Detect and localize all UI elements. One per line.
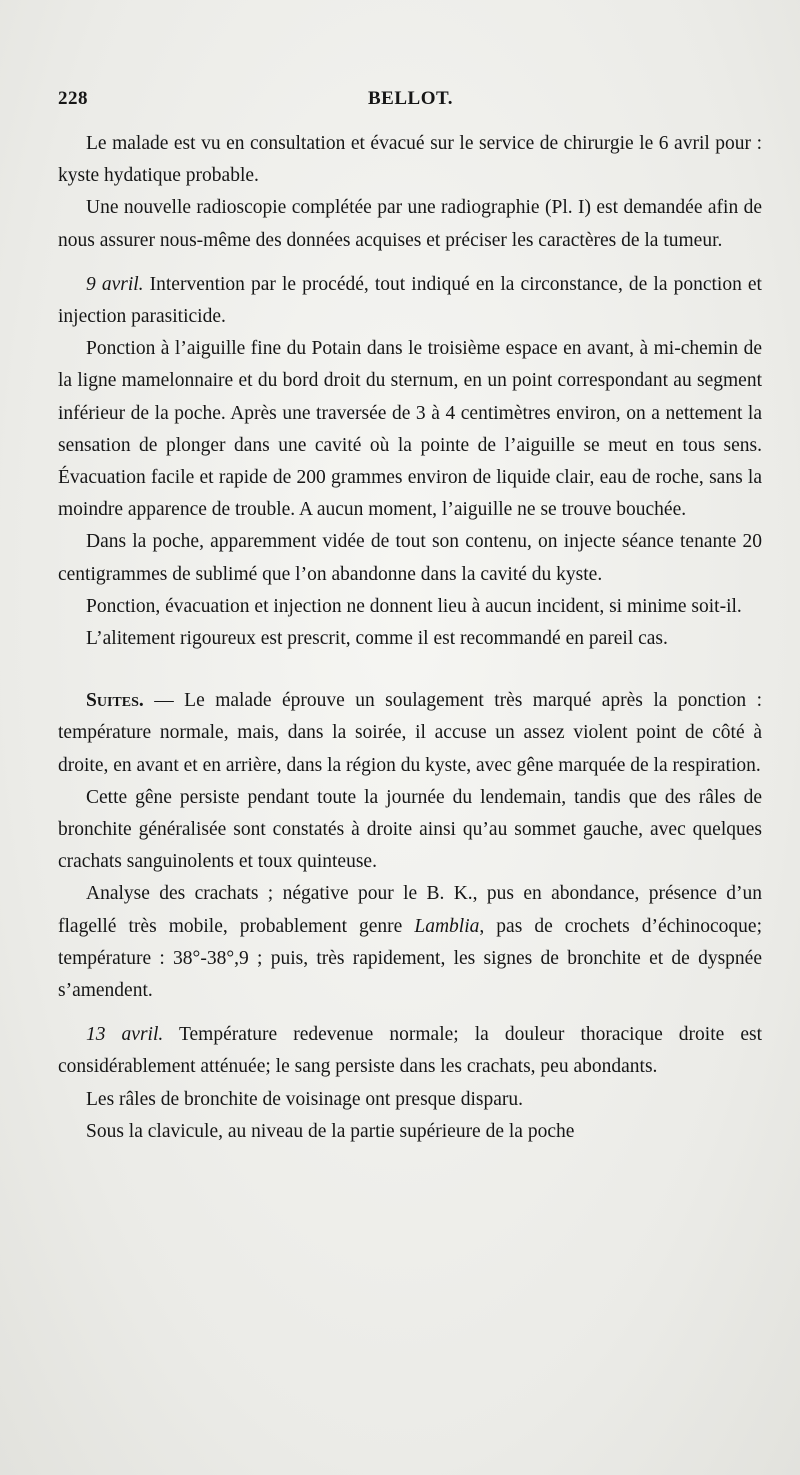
paragraph: Cette gêne persiste pendant toute la journée du lendemain, tandis que des râles de bronchite généralisée sont constatés à droite ainsi qu’au sommet gauche, avec quelques crachats sanguinolents et toux quinteuse. — [58, 786, 762, 873]
paragraph: Ponction à l’aiguille fine du Potain dans le troisième espace en avant, à mi-chemin de la ligne mamelonnaire et du bord droit du sternum, en un point correspondant au segment inférieur de la poche. Après une traversée de 3 à 4 centimètres environ, on a nettement la sensation de plonger dans une cavité où la pointe de l’aiguille se meut en tous sens. Évacuation facile et rapide de 200 grammes environ de liquide clair, eau de roche, sans la moindre apparence de trouble. A aucun moment, l’aiguille ne se trouve bouchée. — [58, 338, 762, 521]
section-lead: Suites. — [86, 690, 144, 712]
paragraph: Analyse des crachats ; négative pour le B. K., pus en abondance, présence d’un flagellé très mobile, probablement genre Lamblia, pas de crochets d’échinocoque; température : 38°-38°,9 ; puis, très rapidement, les signes de bronchite et de dyspnée s’amendent. — [58, 883, 762, 1002]
paragraph: Les râles de bronchite de voisinage ont presque disparu. — [86, 1088, 523, 1110]
running-header — [58, 88, 760, 118]
italic-genus: Lamblia — [414, 915, 480, 937]
page-number: 228 — [58, 88, 88, 109]
paragraph: Ponction, évacuation et injection ne donnent lieu à aucun incident, si minime soit-il. — [86, 595, 742, 617]
running-title: BELLOT. — [368, 88, 453, 109]
paragraph: 13 avril. Température redevenue normale; la douleur thoracique droite est considérablement atténuée; le sang persiste dans les crachats, peu abondants. — [58, 1024, 762, 1078]
date-lead: 9 avril. — [86, 273, 144, 295]
body-text — [58, 128, 762, 1148]
paragraph: Sous la clavicule, au niveau de la partie supérieure de la poche — [86, 1120, 575, 1142]
date-lead: 13 avril. — [86, 1024, 164, 1046]
paragraph: Le malade est vu en consultation et évacué sur le service de chirurgie le 6 avril pour : kyste hydatique probable. — [58, 133, 762, 187]
paragraph: L’alitement rigoureux est prescrit, comme il est recommandé en pareil cas. — [86, 628, 668, 650]
paragraph: Une nouvelle radioscopie complétée par une radiographie (Pl. I) est demandée afin de nous assurer nous-même des données acquises et préciser les caractères de la tumeur. — [58, 197, 762, 251]
paragraph: 9 avril. Intervention par le procédé, tout indiqué en la circonstance, de la ponction et injection parasiticide. — [58, 273, 762, 328]
paragraph: Suites. — Le malade éprouve un soulagement très marqué après la ponction : température normale, mais, dans la soirée, il accuse un assez violent point de côté à droite, en avant et en arrière, dans la région du kyste, avec gêne marquée de la respiration. — [58, 690, 762, 776]
paragraph: Dans la poche, apparemment vidée de tout son contenu, on injecte séance tenante 20 centigrammes de sublimé que l’on abandonne dans la cavité du kyste. — [58, 531, 762, 585]
